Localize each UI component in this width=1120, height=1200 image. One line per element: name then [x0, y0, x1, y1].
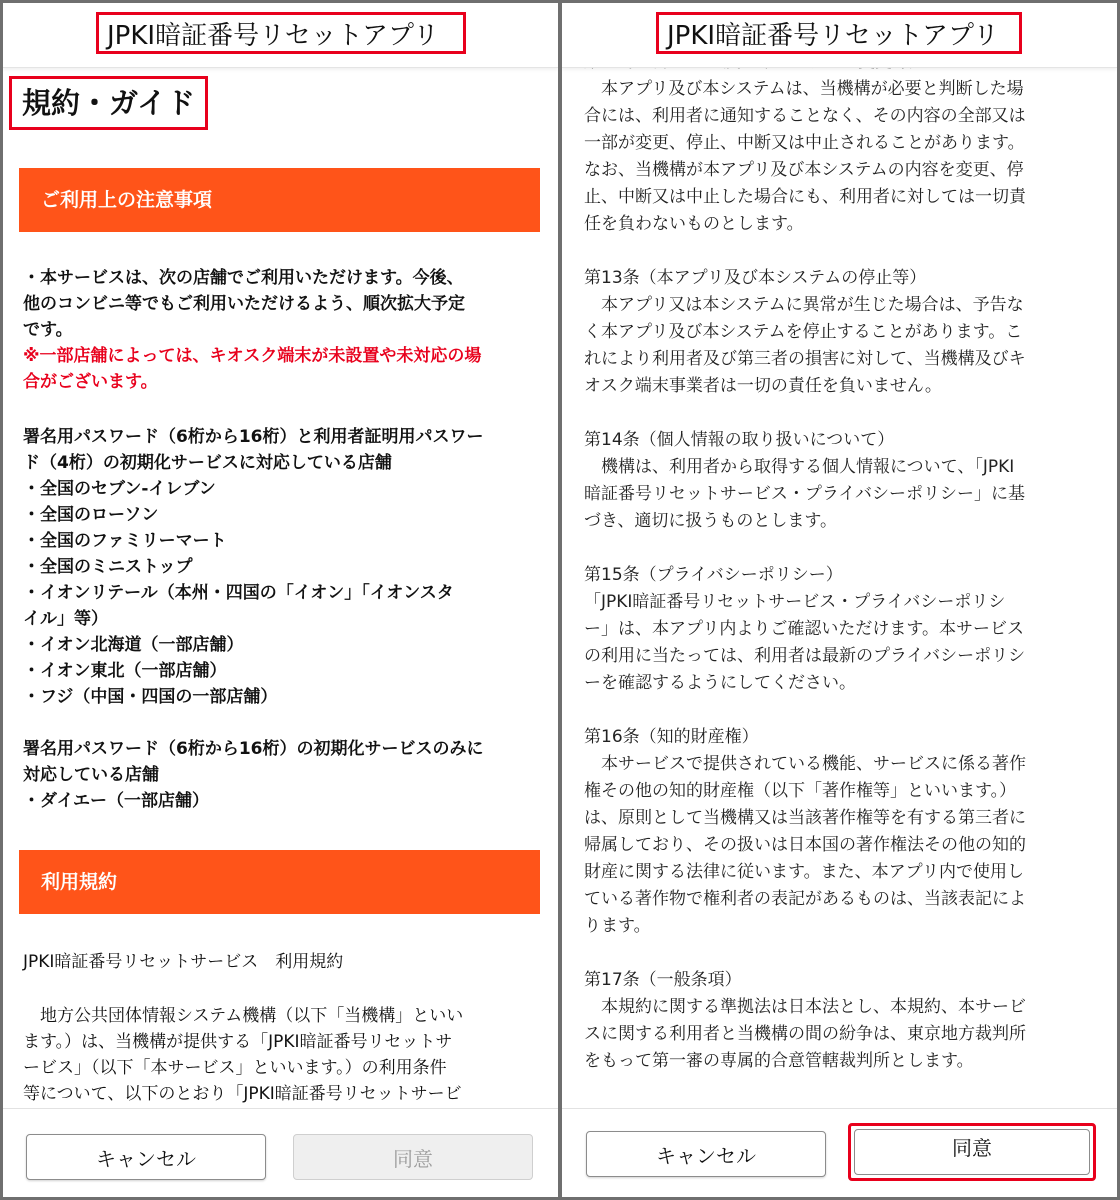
terms-line: ービス」（以下「本サービス」といいます。）の利用条件: [23, 1058, 447, 1078]
app-header: [562, 3, 1117, 68]
store-line: ・ダイエー（一部店舗）: [23, 791, 209, 811]
notice-section-banner: ご利用上の注意事項: [19, 168, 540, 232]
terms-line: 本サービスで提供されている機能、サービスに係る著作: [584, 754, 1026, 774]
terms-scroll-content[interactable]: [584, 49, 1104, 1075]
store-group-full: [23, 424, 543, 710]
terms-line: をもって第一審の専属的合意管轄裁判所とします。: [584, 1051, 974, 1071]
terms-line: ーを確認するようにしてください。: [584, 673, 856, 693]
warning-line: 合がございます。: [23, 372, 158, 392]
store-line: ・全国のローソン: [23, 505, 159, 525]
store-line: ・全国のファミリーマート: [23, 531, 227, 551]
app-title: JPKI暗証番号リセットアプリ: [656, 12, 1022, 54]
terms-line: 暗証番号リセットサービス・プライバシーポリシー」に基: [584, 484, 1025, 504]
terms-line: れにより利用者及び第三者の損害に対して、当機構及びキ: [584, 349, 1026, 369]
terms-section-banner: 利用規約: [19, 850, 540, 914]
terms-title: [23, 949, 543, 975]
terms-line: オスク端末事業者は一切の責任を負いません。: [584, 376, 942, 396]
terms-line: ている著作物で権利者の表記があるものは、当該表記によ: [584, 889, 1026, 909]
terms-line: ー」は、本アプリ内よりご確認いただけます。本サービス: [584, 619, 1024, 639]
terms-line: 本アプリ又は本システムに異常が生じた場合は、予告な: [584, 295, 1024, 315]
terms-line: 止、中断又は中止した場合にも、利用者に対しては一切責: [584, 187, 1026, 207]
notice-line: です。: [23, 320, 73, 340]
terms-line: 本規約に関する準拠法は日本法とし、本規約、本サービ: [584, 997, 1026, 1017]
terms-line: 任を負わないものとします。: [584, 214, 804, 234]
terms-line: 「JPKI暗証番号リセットサービス・プライバシーポリシ: [584, 592, 1006, 612]
page-title: 規約・ガイド: [9, 76, 208, 130]
agree-button-highlight[interactable]: [848, 1123, 1096, 1181]
terms-line: スに関する利用者と当機構の間の紛争は、東京地方裁判所: [584, 1024, 1026, 1044]
terms-line: 地方公共団体情報システム機構（以下「当機構」といい: [23, 1006, 464, 1026]
warning-line: ※一部店舗によっては、キオスク端末が未設置や未対応の場: [23, 346, 482, 366]
left-screen: [3, 3, 558, 1197]
terms-line: 等について、以下のとおり「JPKI暗証番号リセットサービ: [23, 1084, 462, 1104]
terms-line: 帰属しており、その扱いは日本国の著作権法その他の知的: [584, 835, 1026, 855]
terms-line: 機構は、利用者から取得する個人情報について、「JPKI: [584, 457, 1015, 477]
terms-line: く本アプリ及び本システムを停止することがあります。こ: [584, 322, 1023, 342]
right-screen: [562, 3, 1117, 1197]
terms-title-text: JPKI暗証番号リセットサービス 利用規約: [23, 952, 344, 972]
terms-line: づき、適切に扱うものとします。: [584, 511, 837, 531]
terms-article-heading: 第15条（プライバシーポリシー）: [584, 565, 843, 585]
terms-line: の利用に当たっては、利用者は最新のプライバシーポリシ: [584, 646, 1026, 666]
store-line: 署名用パスワード（6桁から16桁）と利用者証明用パスワー: [23, 427, 484, 447]
terms-line: ります。: [584, 916, 651, 936]
store-line: ・全国のミニストップ: [23, 557, 193, 577]
terms-article-heading: 第13条（本アプリ及び本システムの停止等）: [584, 268, 927, 288]
app-title: JPKI暗証番号リセットアプリ: [96, 12, 466, 54]
bottom-action-bar: [562, 1108, 1117, 1197]
agree-button[interactable]: 同意: [293, 1134, 533, 1180]
notice-line: 他のコンビニ等でもご利用いただけるよう、順次拡大予定: [23, 294, 465, 314]
store-line: ・フジ（中国・四国の一部店舗）: [23, 687, 278, 707]
cancel-button[interactable]: キャンセル: [586, 1131, 826, 1177]
terms-line: は、原則として当機構又は当該著作権等を有する第三者に: [584, 808, 1026, 828]
store-line: 対応している店舗: [23, 765, 159, 785]
bottom-action-bar: [3, 1108, 558, 1197]
store-line: イル」等）: [23, 609, 108, 629]
terms-content[interactable]: [23, 1003, 543, 1107]
store-line: ・全国のセブン-イレブン: [23, 479, 216, 499]
terms-article-heading: 第17条（一般条項）: [584, 970, 742, 990]
app-header: [3, 3, 558, 68]
terms-article-heading: 第14条（個人情報の取り扱いについて）: [584, 430, 895, 450]
terms-line: なお、当機構が本アプリ及び本システムの内容を変更、停: [584, 160, 1024, 180]
store-line: ド（4桁）の初期化サービスに対応している店舗: [23, 453, 392, 473]
store-line: 署名用パスワード（6桁から16桁）の初期化サービスのみに: [23, 739, 484, 759]
store-line: ・イオン北海道（一部店舗）: [23, 635, 244, 655]
terms-line: 本アプリ及び本システムは、当機構が必要と判断した場: [584, 79, 1024, 99]
store-line: ・イオンリテール（本州・四国の「イオン」「イオンスタ: [23, 583, 454, 603]
notice-content[interactable]: [23, 265, 543, 395]
terms-line: 合には、利用者に通知することなく、その内容の全部又は: [584, 106, 1026, 126]
terms-line: 権その他の知的財産権（以下「著作権等」といいます。）: [584, 781, 1017, 801]
terms-line: 一部が変更、停止、中断又は中止されることがあります。: [584, 133, 1025, 153]
terms-article-heading: 第16条（知的財産権）: [584, 727, 759, 747]
cancel-button[interactable]: キャンセル: [26, 1134, 266, 1180]
terms-line: ます。）は、当機構が提供する「JPKI暗証番号リセットサ: [23, 1032, 453, 1052]
store-group-signature-only: [23, 736, 543, 814]
store-line: ・イオン東北（一部店舗）: [23, 661, 227, 681]
notice-line: ・本サービスは、次の店舗でご利用いただけます。今後、: [23, 268, 464, 288]
agree-button[interactable]: 同意: [854, 1129, 1090, 1175]
terms-line: 財産に関する法律に従います。また、本アプリ内で使用し: [584, 862, 1024, 882]
